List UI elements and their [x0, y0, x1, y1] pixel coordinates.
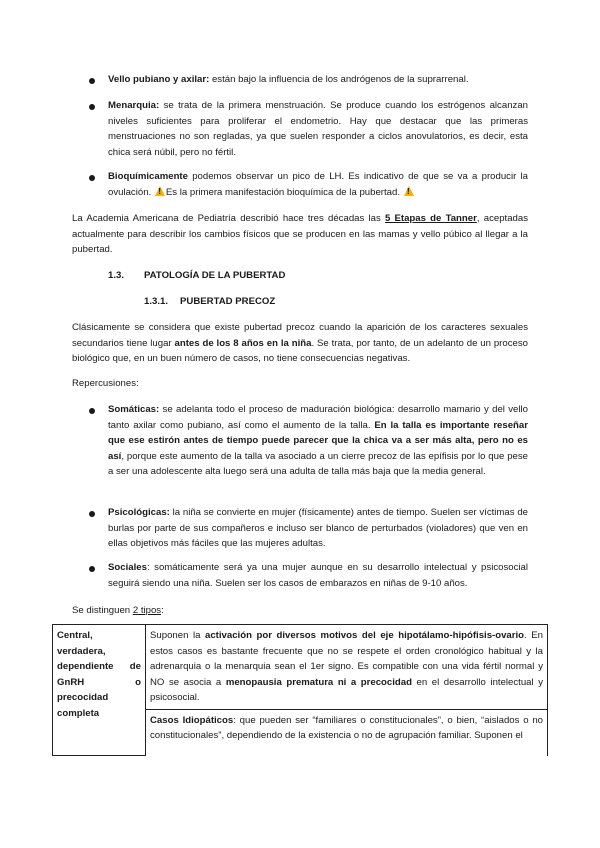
bullet-vello — [108, 72, 528, 88]
table-row — [53, 625, 548, 710]
left-cell-text: completa — [57, 707, 100, 719]
bullet-sociales — [108, 560, 528, 591]
bullet-dot-icon — [89, 566, 95, 572]
distinguen-paragraph — [72, 603, 528, 619]
bullet-dot-icon — [89, 408, 95, 414]
bullet-somaticas — [108, 402, 528, 480]
cell-bold: Casos Idiopáticos — [150, 714, 234, 726]
bullet-text: podemos observar un pico de LH. Es indicativo de que se va a producir la ovulación. — [108, 171, 528, 198]
tanner-paragraph — [72, 211, 528, 258]
table-cell-central — [146, 625, 548, 710]
warning-icon — [404, 186, 414, 196]
heading-1-3-1: 1.3.1. — [144, 296, 169, 307]
bullet-text: se adelanta todo el proceso de maduración biológica: desarrollo mamario y del vello tanto axilar como pubiano, así como el aumento de la talla. — [108, 404, 528, 431]
heading-1-3-title: PATOLOGÍA DE LA PUBERTAD — [144, 270, 286, 281]
cell-text: Suponen la — [150, 630, 206, 641]
paragraph-text: . Se trata, por tanto, de un adelanto de un proceso biológico que, en un buen número de casos, no tiene consecuencias negativas. — [72, 337, 528, 364]
cell-text: en el desarrollo intelectual y psicosocial. — [150, 676, 543, 703]
repercusiones-label: Repercusiones: — [72, 378, 139, 389]
bullet-text: Es la primera manifestación bioquímica de la pubertad. — [165, 186, 403, 198]
table-left-cell — [53, 625, 146, 756]
tipos-table — [52, 624, 548, 756]
bullet-bold: Psicológicas: — [108, 507, 170, 518]
paragraph-text: , aceptadas actualmente para describir los cambios físicos que se producen en las mamas y vello púbico al llegar a la pubertad. — [72, 213, 529, 255]
bullet-bold: Somáticas: — [108, 404, 160, 415]
left-cell-text: o — [135, 676, 141, 688]
bullet-text: : somáticamente será ya una mujer aunque en su desarrollo intelectual y psicosocial seguirá siendo una niña. Suelen ser los casos de embarazos en niñas de 9-10 años. — [108, 562, 528, 589]
bullet-bioquimica — [108, 169, 528, 200]
left-cell-text: Central, — [57, 630, 93, 641]
bullet-menarquia — [108, 98, 528, 160]
bullet-text: están bajo la influencia de los andrógenos de la suprarrenal. — [209, 74, 469, 85]
bullet-text: la niña se convierte en mujer (físicamente) antes de tiempo. Suelen ser víctimas de burlas por parte de sus compañeros e incluso ser blanco de perturbados (violadores) que ven en ellas objetivos más fáciles que las mujeres adultas. — [108, 507, 528, 549]
left-cell-text: verdadera, — [57, 645, 106, 657]
paragraph-text: La Academia Americana de Pediatría describió hace tres décadas las — [72, 213, 385, 224]
left-cell-line — [57, 659, 141, 675]
bullet-text: , porque este aumento de la talla va asociado a un cierre precoz de las epífisis por lo que pese a ser una adolescente alta luego será una adulta de talla más baja que la media general. — [108, 450, 528, 477]
cell-bold: activación por diversos motivos del eje hipotálamo-hipófisis-ovario — [205, 630, 525, 641]
bullet-bold: Menarquia: — [108, 100, 160, 111]
tipos-link[interactable]: 2 tipos — [132, 605, 162, 616]
paragraph-text: Se distinguen — [72, 605, 133, 616]
tanner-link[interactable]: 5 Etapas de Tanner — [384, 213, 477, 224]
left-cell-text: dependiente — [57, 661, 114, 672]
left-cell-text: precocidad — [57, 692, 109, 703]
bullet-bold: Sociales — [108, 562, 147, 573]
left-cell-text: GnRH — [57, 676, 85, 688]
bullet-dot-icon — [89, 511, 95, 517]
heading-1-3 — [108, 268, 124, 284]
bullet-dot-icon — [89, 78, 95, 84]
bullet-dot-icon — [89, 104, 95, 110]
table-cell-idiopaticos — [146, 709, 548, 756]
heading-1-3-1-title: PUBERTAD PRECOZ — [180, 296, 276, 307]
heading-number: 1.3. — [108, 270, 125, 281]
bullet-bold: Vello pubiano y axilar: — [108, 74, 210, 85]
cell-text: : que pueden ser “familiares o constitucionales”, o bien, “aislados o no constitucionales”, dependiendo de la existencia o no de agrupación familiar. Suponen el — [150, 714, 543, 741]
cell-text: . En estos casos es bastante frecuente que no se respete el orden cronológico habitual y la adrenarquia o la menarquia sean el 1er signo. Es compatible con una vida fértil normal y NO se asocia a — [150, 630, 543, 688]
cell-bold: menopausia prematura ni a precocidad — [225, 676, 412, 688]
paragraph-text: Clásicamente se considera que existe pubertad precoz cuando la aparición de los caracteres sexuales secundarios tiene lugar — [72, 322, 528, 349]
warning-icon — [155, 186, 165, 196]
paragraph-text: : — [161, 605, 164, 616]
left-cell-line — [57, 675, 141, 691]
bullet-psicologicas — [108, 505, 528, 552]
bullet-text: se trata de la primera menstruación. Se produce cuando los estrógenos alcanzan niveles suficientes para proliferar el endometrio. Hay que destacar que las primeras menstruaciones no son regladas, ya que suelen responder a ciclos anovulatorios, es decir, esta chica será núbil, pero no fértil. — [108, 100, 528, 158]
precoz-paragraph — [72, 320, 528, 367]
bullet-bold: Bioquímicamente — [108, 171, 188, 182]
bullet-bold: En la talla es importante reseñar que ese estirón antes de tiempo puede parecer que la chica va a ser más alta, pero no es así — [108, 419, 528, 462]
left-cell-text: de — [129, 661, 141, 672]
bullet-dot-icon — [89, 175, 95, 181]
paragraph-bold: antes de los 8 años en la niña — [174, 337, 312, 349]
